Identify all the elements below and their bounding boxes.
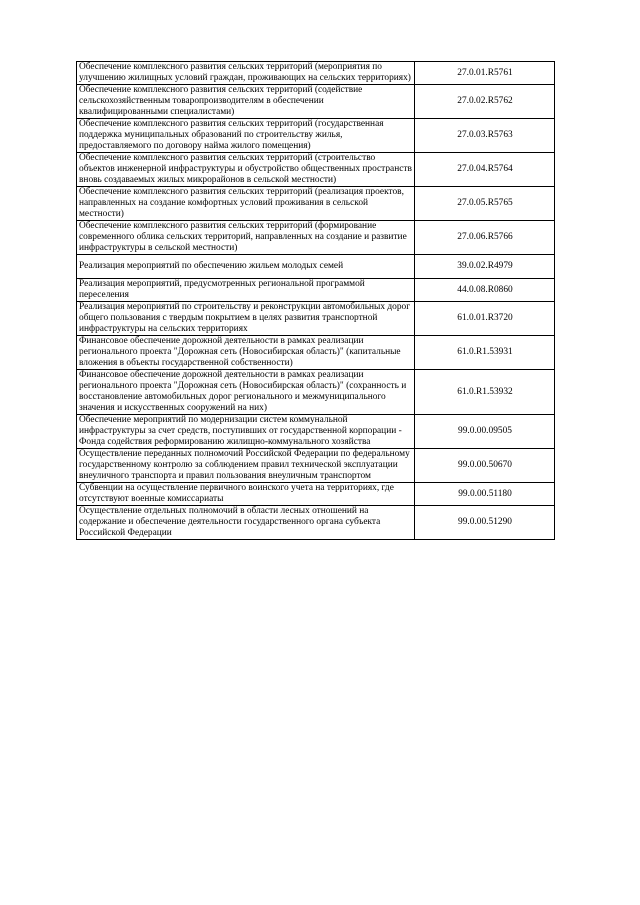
row-name: Реализация мероприятий по строительству и реконструкции автомобильных дорог общего пользования с твердым покрытием в целях развития транспортной инфраструктуры на сельских территориях xyxy=(77,302,415,336)
table-row xyxy=(77,449,555,483)
table-row xyxy=(77,302,555,336)
table-row xyxy=(77,370,555,415)
row-name: Обеспечение комплексного развития сельских территорий (мероприятия по улучшению жилищных условий граждан, проживающих на сельских территориях) xyxy=(77,62,415,85)
row-code: 27.0.04.R5764 xyxy=(415,153,555,187)
table-row xyxy=(77,153,555,187)
table-row xyxy=(77,279,555,302)
table-row xyxy=(77,255,555,279)
row-code: 99.0.00.09505 xyxy=(415,415,555,449)
row-code: 27.0.06.R5766 xyxy=(415,221,555,255)
row-name: Обеспечение комплексного развития сельских территорий (государственная поддержка муниципальных образований по строительству жилья, предоставляемого по договору найма жилого помещения) xyxy=(77,119,415,153)
row-code: 27.0.05.R5765 xyxy=(415,187,555,221)
row-code: 61.0.R1.53931 xyxy=(415,336,555,370)
row-code: 27.0.02.R5762 xyxy=(415,85,555,119)
row-code: 99.0.00.51290 xyxy=(415,506,555,540)
row-code: 61.0.R1.53932 xyxy=(415,370,555,415)
row-name: Обеспечение комплексного развития сельских территорий (строительство объектов инженерной инфраструктуры и обустройство общественных пространств вновь создаваемых жилых микрорайонов в сельской местности) xyxy=(77,153,415,187)
table-row xyxy=(77,187,555,221)
row-name: Обеспечение комплексного развития сельских территорий (формирование современного облика сельских территорий, направленных на создание и развитие инфраструктуры в сельской местности) xyxy=(77,221,415,255)
row-code: 99.0.00.50670 xyxy=(415,449,555,483)
row-name: Финансовое обеспечение дорожной деятельности в рамках реализации регионального проекта "Дорожная сеть (Новосибирская область)" (сохранность и восстановление автомобильных дорог регионального и межмуниципального значения и искусственных сооружений на них) xyxy=(77,370,415,415)
row-code: 99.0.00.51180 xyxy=(415,483,555,506)
table-row xyxy=(77,62,555,85)
table-row xyxy=(77,221,555,255)
row-name: Реализация мероприятий, предусмотренных региональной программой переселения xyxy=(77,279,415,302)
row-name: Осуществление отдельных полномочий в области лесных отношений на содержание и обеспечение деятельности государственного органа субъекта Российской Федерации xyxy=(77,506,415,540)
row-name: Обеспечение комплексного развития сельских территорий (содействие сельскохозяйственным товаропроизводителям в обеспечении квалифицированными специалистами) xyxy=(77,85,415,119)
table-row xyxy=(77,415,555,449)
row-code: 27.0.03.R5763 xyxy=(415,119,555,153)
budget-code-table xyxy=(76,61,555,540)
table-row xyxy=(77,85,555,119)
row-code: 44.0.08.R0860 xyxy=(415,279,555,302)
table-row xyxy=(77,483,555,506)
row-name: Финансовое обеспечение дорожной деятельности в рамках реализации регионального проекта "Дорожная сеть (Новосибирская область)" (капитальные вложения в объекты государственной собственности) xyxy=(77,336,415,370)
row-code: 39.0.02.R4979 xyxy=(415,255,555,279)
table-row xyxy=(77,119,555,153)
row-name: Обеспечение комплексного развития сельских территорий (реализация проектов, направленных на создание комфортных условий проживания в сельской местности) xyxy=(77,187,415,221)
table-row xyxy=(77,336,555,370)
table-row xyxy=(77,506,555,540)
row-name: Субвенции на осуществление первичного воинского учета на территориях, где отсутствуют военные комиссариаты xyxy=(77,483,415,506)
row-code: 27.0.01.R5761 xyxy=(415,62,555,85)
row-code: 61.0.01.R3720 xyxy=(415,302,555,336)
row-name: Обеспечение мероприятий по модернизации систем коммунальной инфраструктуры за счет средств, поступивших от государственной корпорации - Фонда содействия реформированию жилищно-коммунального хозяйства xyxy=(77,415,415,449)
row-name: Реализация мероприятий по обеспечению жильем молодых семей xyxy=(77,255,415,279)
row-name: Осуществление переданных полномочий Российской Федерации по федеральному государственному контролю за соблюдением правил технической эксплуатации внеуличного транспорта и правил пользования внеуличным транспортом xyxy=(77,449,415,483)
